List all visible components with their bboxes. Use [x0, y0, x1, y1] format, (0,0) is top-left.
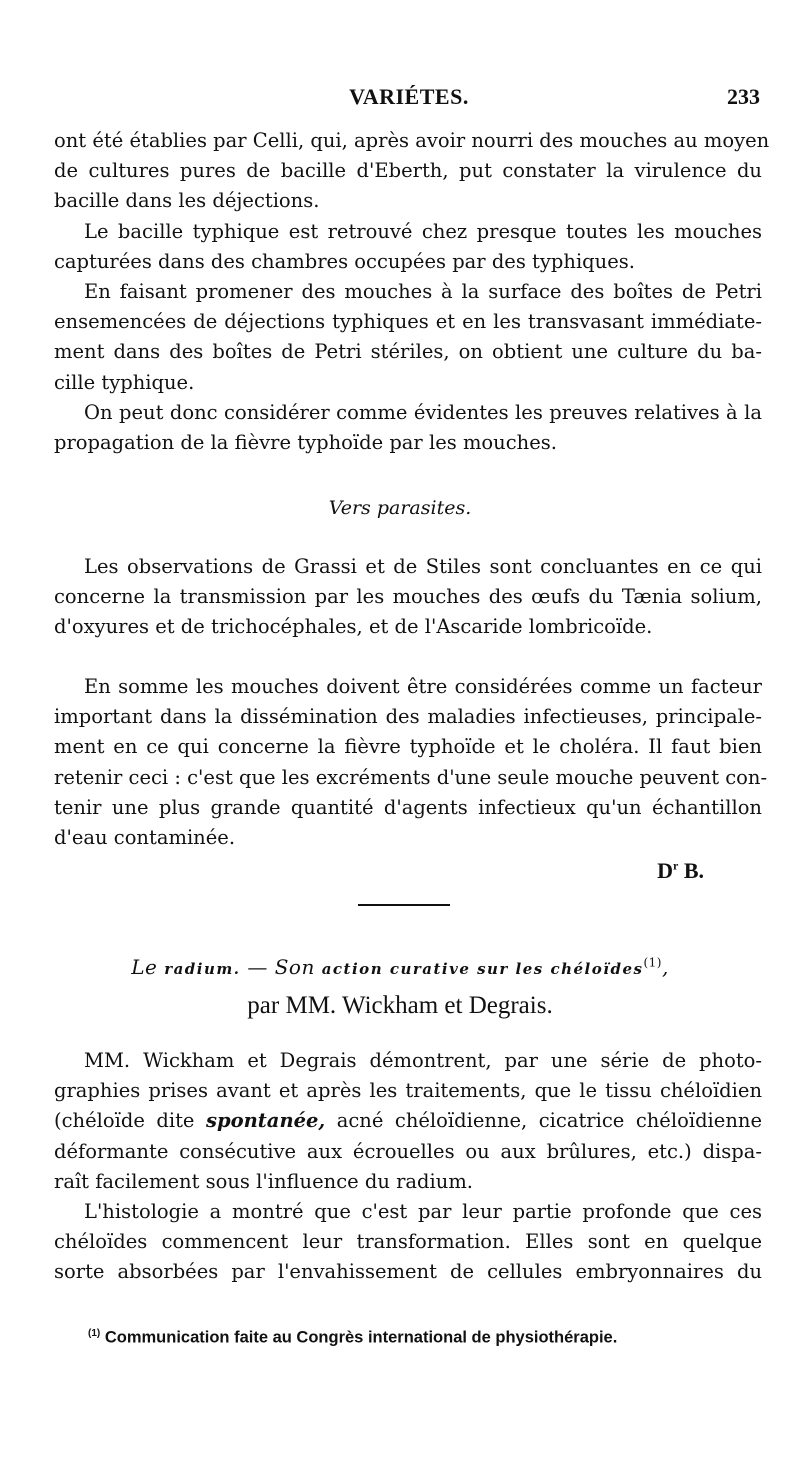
text-line: retenir ceci : c'est que les excréments d'une seule mouche peuvent con-	[54, 765, 768, 789]
text-line: ensemencées de déjections typhiques et en les transvasant immédiate-	[54, 310, 762, 334]
footnote-text: Communication faite au Congrès international de physiothérapie.	[104, 1328, 618, 1347]
text-line: de cultures pures de bacille d'Eberth, put constater la virulence du	[54, 159, 762, 183]
title-radium: radium.	[164, 960, 241, 978]
signature-name: B.	[683, 858, 704, 883]
text-line: raît facilement sous l'influence du radium.	[54, 1169, 474, 1193]
paragraph	[54, 1046, 762, 1197]
paragraph	[54, 1197, 762, 1288]
text-line: tenir une plus grande quantité d'agents infectieux qu'un échantillon	[54, 795, 762, 819]
signature-initial: D	[657, 858, 673, 883]
section-divider	[358, 904, 450, 906]
text-line: propagation de la fièvre typhoïde par les mouches.	[54, 431, 557, 455]
paragraph-block-parasites	[54, 552, 762, 643]
text-line: En faisant promener des mouches à la surface des boîtes de Petri	[84, 280, 762, 304]
text-line: Les observations de Grassi et de Stiles sont concluantes en ce qui	[84, 555, 762, 578]
text-line: ment dans des boîtes de Petri stériles, on obtient une culture du ba-	[54, 340, 762, 364]
title-le: Le	[131, 955, 158, 979]
text-line: L'histologie a montré que c'est par leur partie profonde que ces	[84, 1200, 762, 1224]
title-dash: —	[247, 955, 268, 979]
text-line: Le bacille typhique est retrouvé chez presque toutes les mouches	[84, 219, 762, 243]
article-title	[0, 955, 800, 979]
signature	[657, 858, 704, 884]
footnote	[88, 1328, 768, 1348]
text-line: On peut donc considérer comme évidentes les preuves relatives à la	[84, 400, 762, 424]
paragraph-block-flies-typhoid	[54, 126, 770, 458]
title-comma: ,	[661, 955, 669, 979]
paragraph	[54, 552, 762, 643]
paragraph	[54, 398, 762, 458]
text-line: déformante consécutive aux écrouelles ou aux brûlures, etc.) dispa-	[54, 1139, 762, 1163]
paragraph	[54, 672, 768, 853]
text-line: d'eau contaminée.	[54, 826, 236, 850]
text-line: ont été établies par Celli, qui, après avoir nourri des mouches au moyen	[54, 129, 770, 152]
page-number: 233	[727, 84, 760, 109]
text-line: d'oxyures et de trichocéphales, et de l'Ascaride lombricoïde.	[54, 615, 653, 639]
text-line: MM. Wickham et Degrais démontrent, par une série de photo-	[84, 1049, 762, 1072]
running-head-title: VARIÉTES.	[349, 84, 469, 109]
text-segment: acné chéloïdienne, cicatrice chéloïdienne	[336, 1109, 762, 1133]
text-line: En somme les mouches doivent être considérées comme un facteur	[84, 675, 762, 698]
paragraph	[54, 277, 762, 398]
title-son: Son	[274, 955, 315, 979]
paragraph-block-summary	[54, 672, 768, 853]
text-line: bacille dans les déjections.	[54, 189, 320, 213]
title-footnote-ref: (1)	[643, 955, 662, 970]
running-head	[54, 84, 764, 114]
signature-superscript: r	[672, 858, 679, 873]
title-rest: action curative sur les chéloïdes	[321, 960, 644, 978]
text-line	[54, 1106, 762, 1136]
paragraph	[54, 217, 762, 277]
paragraph	[54, 126, 770, 217]
text-line: cille typhique.	[54, 370, 195, 394]
emphasis-spontanee: spontanée,	[206, 1109, 326, 1133]
text-line: important dans la dissémination des maladies infectieuses, principale-	[54, 705, 762, 729]
text-line: sorte absorbées par l'envahissement de cellules embryonnaires du	[54, 1260, 762, 1284]
paragraph-block-radium	[54, 1046, 762, 1288]
text-line: graphies prises avant et après les traitements, que le tissu chéloïdien	[54, 1079, 762, 1103]
subheading-vers-parasites: Vers parasites.	[328, 497, 472, 519]
article-authors: par MM. Wickham et Degrais.	[247, 992, 553, 1019]
text-segment: (chéloïde dite	[54, 1109, 195, 1133]
footnote-marker: (1)	[88, 1328, 101, 1339]
text-line: ment en ce qui concerne la fièvre typhoïde et le choléra. Il faut bien	[54, 735, 762, 759]
text-line: chéloïdes commencent leur transformation. Elles sont en quelque	[54, 1230, 762, 1254]
text-line: concerne la transmission par les mouches des œufs du Tænia solium,	[54, 585, 762, 609]
text-line: capturées dans des chambres occupées par des typhiques.	[54, 249, 635, 273]
